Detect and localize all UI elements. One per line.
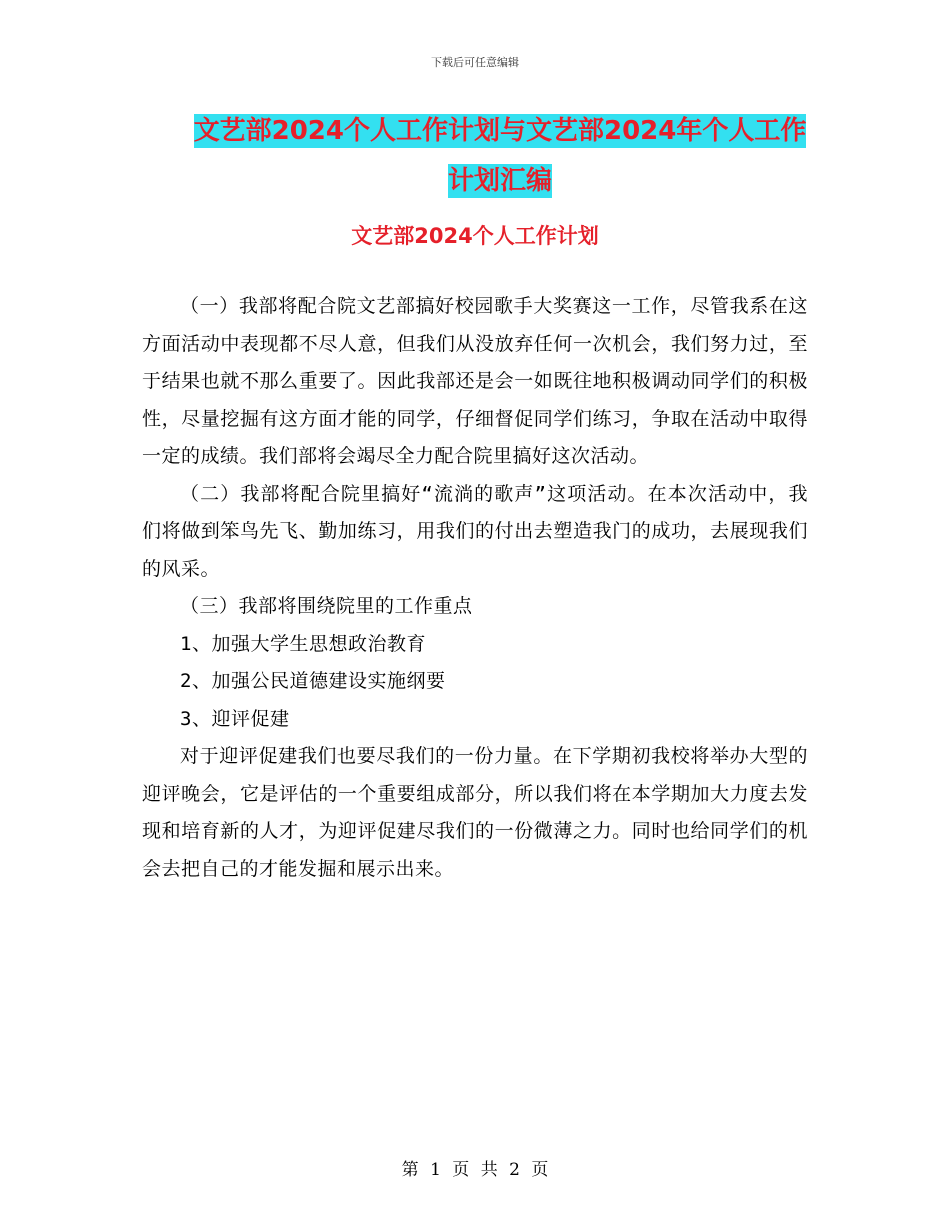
paragraph-2: （二）我部将配合院里搞好“流淌的歌声”这项活动。在本次活动中，我们将做到笨鸟先飞、勤加练习，用我们的付出去塑造我门的成功，去展现我们的风采。 (142, 482, 808, 580)
paragraph-3: （三）我部将围绕院里的工作重点 (180, 595, 473, 617)
paragraph-1: （一）我部将配合院文艺部搞好校园歌手大奖赛这一工作，尽管我系在这方面活动中表现都不尽人意，但我们从没放弃任何一次机会，我们努力过，至于结果也就不那么重要了。因此我部还是会一如既往地积极调动同学们的积极性，尽量挖掘有这方面才能的同学，仔细督促同学们练习，争取在活动中取得一定的成绩。我们部将会竭尽全力配合院里搞好这次活动。 (142, 295, 808, 467)
list-item-2: 2、加强公民道德建设实施纲要 (180, 670, 446, 692)
document-title (150, 106, 850, 206)
page-footer: 第 1 页 共 2 页 (401, 1160, 549, 1180)
header-note: 下载后可任意编辑 (431, 56, 519, 69)
list-item-3: 3、迎评促建 (180, 707, 290, 730)
paragraph-4: 对于迎评促建我们也要尽我们的一份力量。在下学期初我校将举办大型的迎评晚会，它是评估的一个重要组成部分，所以我们将在本学期加大力度去发现和培育新的人才，为迎评促建尽我们的一份微薄之力。同时也给同学们的机会去把自己的才能发掘和展示出来。 (142, 745, 808, 880)
list-item-1: 1、加强大学生思想政治教育 (180, 632, 426, 655)
section-title: 文艺部2024个人工作计划 (351, 224, 599, 248)
document-body (142, 288, 808, 888)
title-line-2: 计划汇编 (447, 166, 552, 196)
title-line-1: 文艺部2024个人工作计划与文艺部2024年个人工作 (193, 116, 807, 146)
